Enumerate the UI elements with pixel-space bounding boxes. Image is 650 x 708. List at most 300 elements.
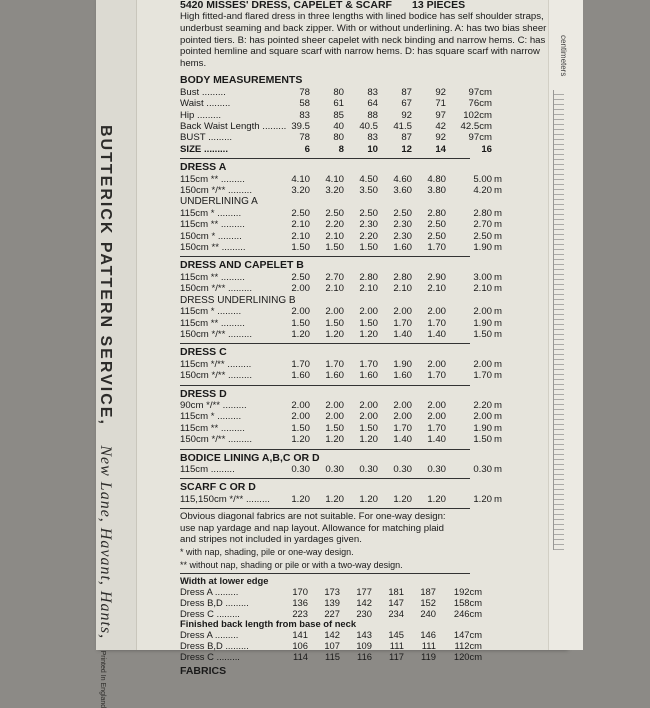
cell-value: 97 (435, 109, 446, 121)
cell-value: 2.00 (427, 399, 446, 411)
cell-value: 1.70 (473, 370, 492, 382)
cell-value: 14 (435, 143, 446, 155)
unit-label: m (494, 358, 502, 370)
unit-label: m (494, 434, 502, 446)
cell-value: 147 (388, 596, 404, 608)
row-label: Hip ......... (180, 109, 222, 121)
cell-value: 187 (420, 586, 436, 598)
measuring-ruler (553, 90, 564, 550)
row-label: Dress B,D ......... (180, 596, 249, 608)
table-row (180, 434, 548, 445)
table-row (180, 370, 548, 381)
cell-value: 143 (356, 629, 372, 641)
cell-value: 2.50 (473, 230, 492, 242)
cell-value: 92 (435, 86, 446, 98)
row-label: 150cm */** ......... (180, 283, 252, 295)
unit-label: m (494, 230, 502, 242)
cell-value: 42 (435, 121, 446, 132)
cell-value: 1.60 (393, 242, 412, 254)
cell-value: 2.10 (473, 283, 492, 295)
cell-value: 1.50 (359, 317, 378, 329)
cell-value: 5.00 (473, 173, 492, 185)
cell-value: 152 (420, 596, 436, 608)
cell-value: 246cm (453, 607, 482, 619)
cell-value: 1.20 (393, 493, 412, 505)
bust-row (180, 132, 548, 143)
yardage-section-title: DRESS D (180, 387, 227, 400)
yardage-section-title: DRESS AND CAPELET B (180, 259, 304, 272)
size-row (180, 144, 548, 155)
cell-value: 0.30 (427, 463, 446, 475)
cell-value: 119 (421, 650, 436, 662)
spine-printed: Printed In England (99, 650, 106, 708)
cell-value: 1.20 (325, 493, 344, 505)
cell-value: 2.70 (325, 271, 344, 283)
table-row (180, 400, 548, 411)
cell-value: 2.00 (393, 399, 412, 411)
cell-value: 2.00 (291, 283, 310, 295)
cell-value: 227 (324, 607, 340, 619)
cell-value: 2.00 (325, 306, 344, 318)
table-row (180, 87, 548, 98)
cell-value: 1.50 (359, 242, 378, 254)
unit-label: m (494, 370, 502, 382)
divider (180, 573, 470, 574)
cell-value: 1.50 (325, 422, 344, 434)
cell-value: 2.10 (325, 230, 344, 242)
cell-value: 1.20 (359, 328, 378, 340)
cell-value: 92 (435, 132, 446, 144)
cell-value: 1.90 (393, 358, 412, 370)
cell-value: 2.10 (393, 283, 412, 295)
cell-value: 2.50 (291, 207, 310, 219)
cell-value: 1.50 (291, 317, 310, 329)
cell-value: 139 (324, 596, 340, 608)
unit-label: m (494, 219, 502, 231)
table-row (180, 208, 548, 219)
unit-label: m (494, 306, 502, 318)
cell-value: 1.20 (291, 328, 310, 340)
cell-value: 1.70 (359, 358, 378, 370)
divider (180, 449, 470, 450)
row-label: Back Waist Length ......... (180, 121, 287, 132)
cell-value: 1.50 (359, 422, 378, 434)
cell-value: 2.00 (291, 411, 310, 423)
cell-value: 2.20 (325, 219, 344, 231)
row-label: 115cm */** ......... (180, 358, 252, 370)
cell-value: 2.10 (325, 283, 344, 295)
cell-value: 3.60 (393, 185, 412, 197)
table-row (180, 121, 548, 132)
cell-value: 158cm (453, 596, 482, 608)
cell-value: 1.70 (393, 422, 412, 434)
cell-value: 3.50 (359, 185, 378, 197)
cell-value: 2.00 (325, 411, 344, 423)
cell-value: 2.00 (473, 306, 492, 318)
table-row (180, 652, 548, 663)
row-label: 150cm */** ......... (180, 328, 252, 340)
cell-value: 83 (367, 86, 378, 98)
cell-value: 85 (333, 109, 344, 121)
cell-value: 0.30 (291, 463, 310, 475)
row-label: 115cm ......... (180, 463, 235, 475)
yardage-section-title: DRESS UNDERLINING B (180, 294, 296, 306)
cell-value: 2.10 (291, 230, 310, 242)
row-label: 115cm * ......... (180, 411, 242, 423)
cell-value: 1.20 (427, 493, 446, 505)
yardage-section-title: SCARF C OR D (180, 481, 256, 494)
cell-value: 181 (388, 586, 404, 598)
row-label: Dress A ......... (180, 586, 239, 598)
cell-value: 177 (356, 586, 372, 598)
cell-value: 1.90 (473, 422, 492, 434)
table-row (180, 641, 548, 652)
cell-value: 1.40 (393, 434, 412, 446)
cell-value: 61 (333, 98, 344, 110)
cell-value: 71 (435, 98, 446, 110)
cell-value: 2.00 (291, 399, 310, 411)
cell-value: 41.5 (393, 121, 412, 132)
cell-value: 1.70 (393, 317, 412, 329)
cell-value: 1.70 (325, 358, 344, 370)
cell-value: 1.70 (291, 358, 310, 370)
divider (180, 385, 470, 386)
cell-value: 4.60 (393, 173, 412, 185)
row-label: 90cm */** ......... (180, 399, 247, 411)
cell-value: 2.00 (427, 411, 446, 423)
cell-value: 83 (367, 132, 378, 144)
cell-value: 2.00 (427, 358, 446, 370)
cell-value: 114 (293, 650, 308, 662)
cell-value: 146 (420, 629, 436, 641)
unit-label: m (494, 317, 502, 329)
cell-value: 1.60 (291, 370, 310, 382)
cell-value: 3.20 (291, 185, 310, 197)
cell-value: 1.20 (325, 434, 344, 446)
cell-value: 107 (324, 640, 340, 651)
cell-value: 2.10 (291, 219, 310, 231)
cell-value: 106 (292, 640, 308, 651)
cell-value: 10 (367, 143, 378, 155)
cell-value: 4.50 (359, 173, 378, 185)
cell-value: 2.50 (427, 219, 446, 231)
fabrics-heading: FABRICS (180, 664, 227, 677)
cell-value: 1.50 (473, 434, 492, 446)
cell-value: 2.80 (393, 271, 412, 283)
cell-value: 2.00 (393, 411, 412, 423)
cell-value: 2.80 (473, 207, 492, 219)
cell-value: 147cm (453, 629, 482, 641)
table-row (180, 110, 548, 121)
cell-value: 3.20 (325, 185, 344, 197)
table-row (180, 272, 548, 283)
yardage-table (180, 158, 548, 505)
cell-value: 6 (304, 143, 310, 155)
cell-value: 230 (356, 607, 372, 619)
cell-value: 2.50 (291, 271, 310, 283)
cell-value: 223 (292, 607, 308, 619)
table-row (180, 283, 548, 294)
cell-value: 1.70 (427, 317, 446, 329)
row-label: BUST ......... (180, 132, 233, 144)
row-label: 115cm ** ......... (180, 317, 245, 329)
row-label: 115cm * ......... (180, 207, 242, 219)
row-label: Dress A ......... (180, 629, 239, 641)
table-row (180, 411, 548, 422)
table-row (180, 231, 548, 242)
cell-value: 117 (389, 650, 404, 662)
cell-value: 83 (299, 109, 310, 121)
table-row (180, 185, 548, 196)
cell-value: 136 (292, 596, 308, 608)
cell-value: 2.00 (473, 411, 492, 423)
cell-value: 42.5cm (460, 121, 492, 132)
cell-value: 4.80 (427, 173, 446, 185)
table-row (180, 318, 548, 329)
unit-label: m (494, 422, 502, 434)
cell-value: 4.10 (291, 173, 310, 185)
cell-value: 1.20 (291, 434, 310, 446)
cell-value: 2.00 (291, 306, 310, 318)
unit-label: m (494, 283, 502, 295)
cell-value: 142 (324, 629, 340, 641)
cell-value: 87 (401, 132, 412, 144)
cell-value: 3.80 (427, 185, 446, 197)
cell-value: 12 (401, 143, 412, 155)
row-label: Dress B,D ......... (180, 640, 249, 651)
yardage-section-title: DRESS A (180, 161, 227, 174)
row-label: 150cm ** ......... (180, 242, 246, 254)
cell-value: 1.60 (325, 370, 344, 382)
cell-value: 1.20 (359, 434, 378, 446)
cell-value: 78 (299, 86, 310, 98)
cell-value: 1.20 (325, 328, 344, 340)
spine-place: New Lane, Havant, Hants, (97, 445, 114, 640)
cell-value: 115 (325, 650, 340, 662)
cell-value: 2.50 (427, 230, 446, 242)
cell-value: 97cm (468, 86, 492, 98)
cell-value: 78 (299, 132, 310, 144)
cell-value: 1.50 (291, 242, 310, 254)
cell-value: 2.10 (427, 283, 446, 295)
cell-value: 111 (421, 640, 436, 651)
cell-value: 2.30 (393, 230, 412, 242)
cell-value: 2.10 (359, 283, 378, 295)
cell-value: 1.50 (291, 422, 310, 434)
cell-value: 2.20 (473, 399, 492, 411)
cell-value: 102cm (463, 109, 492, 121)
cell-value: 2.80 (427, 207, 446, 219)
cell-value: 2.80 (359, 271, 378, 283)
cell-value: 1.20 (359, 493, 378, 505)
cell-value: 16 (481, 143, 492, 155)
cell-value: 1.40 (393, 328, 412, 340)
row-label: 150cm */** ......... (180, 434, 252, 446)
row-label: 150cm * ......... (180, 230, 242, 242)
divider (180, 508, 470, 509)
ruler-label: centimeters (559, 35, 568, 77)
row-label: 115cm ** ......... (180, 422, 245, 434)
cell-value: 76cm (468, 98, 492, 110)
cell-value: 1.60 (359, 370, 378, 382)
nap-note: * with nap, shading, pile or one-way design. (180, 547, 354, 558)
table-row (180, 174, 548, 185)
table-row (180, 464, 548, 475)
pattern-header (180, 0, 548, 11)
cell-value: 40 (333, 121, 344, 132)
row-label: Waist ......... (180, 98, 231, 110)
table-row (180, 359, 548, 370)
cell-value: 170 (292, 586, 308, 598)
divider (180, 343, 470, 344)
pattern-info (180, 0, 548, 677)
body-measurements-table (180, 87, 548, 155)
cell-value: 2.00 (359, 399, 378, 411)
cell-value: 1.40 (427, 434, 446, 446)
cell-value: 87 (401, 86, 412, 98)
row-label: SIZE ......... (180, 143, 228, 155)
finished-section-title: Width at lower edge (180, 575, 269, 587)
table-row (180, 494, 548, 505)
row-label: 115cm ** ......... (180, 271, 245, 283)
cell-value: 64 (367, 98, 378, 110)
cell-value: 2.70 (473, 219, 492, 231)
cell-value: 2.50 (325, 207, 344, 219)
cell-value: 2.50 (359, 207, 378, 219)
cell-value: 0.30 (473, 463, 492, 475)
cell-value: 192cm (453, 586, 482, 598)
cell-value: 2.90 (427, 271, 446, 283)
cell-value: 1.40 (427, 328, 446, 340)
row-label: 150cm */** ......... (180, 185, 252, 197)
cell-value: 2.00 (393, 306, 412, 318)
cell-value: 1.70 (427, 242, 446, 254)
unit-label: m (494, 328, 502, 340)
cell-value: 8 (338, 143, 344, 155)
row-label: 115,150cm */** ......... (180, 493, 270, 505)
yardage-section-title: BODICE LINING A,B,C OR D (180, 451, 320, 464)
fabric-note: Obvious diagonal fabrics are not suitable. For one-way design: use nap yardage and nap layout. Allowance for matching plaid and stripes not included in yardages given. (180, 511, 446, 545)
cell-value: 142 (356, 596, 372, 608)
cell-value: 80 (333, 132, 344, 144)
cell-value: 1.90 (473, 242, 492, 254)
cell-value: 112cm (454, 640, 482, 651)
cell-value: 234 (388, 607, 404, 619)
cell-value: 2.00 (359, 306, 378, 318)
cell-value: 2.50 (393, 207, 412, 219)
pattern-description: High fitted-and flared dress in three lengths with lined bodice has self shoulder straps, underbust seaming and back zipper. With or without underlining. A: has two bias sheer pointed tiers. B: has pointed sheer capelet with neck binding and narrow hems. C: has pointed hemline and square scarf with narrow hems. D: has square scarf with narrow hems. (180, 11, 547, 69)
without-nap-note: ** without nap, shading or pile or with a two-way design. (180, 559, 403, 570)
cell-value: 145 (388, 629, 404, 641)
cell-value: 1.20 (291, 493, 310, 505)
cell-value: 2.00 (325, 399, 344, 411)
cell-value: 1.70 (427, 422, 446, 434)
finished-section-title: Finished back length from base of neck (180, 618, 357, 630)
row-label: 115cm ** ......... (180, 219, 245, 231)
row-label: 115cm ** ......... (180, 173, 245, 185)
table-row (180, 98, 548, 109)
cell-value: 116 (357, 650, 372, 662)
table-row (180, 306, 548, 317)
cell-value: 1.70 (427, 370, 446, 382)
pattern-pieces: 13 PIECES (412, 0, 466, 11)
table-row (180, 598, 548, 609)
cell-value: 2.00 (473, 358, 492, 370)
cell-value: 120cm (453, 650, 482, 662)
cell-value: 39.5 (291, 121, 310, 132)
cell-value: 1.50 (325, 317, 344, 329)
yardage-section-title: DRESS C (180, 346, 227, 359)
cell-value: 111 (389, 640, 404, 651)
cell-value: 1.20 (473, 493, 492, 505)
unit-label: m (494, 185, 502, 197)
cell-value: 1.90 (473, 317, 492, 329)
cell-value: 92 (401, 109, 412, 121)
cell-value: 240 (420, 607, 436, 619)
divider (180, 478, 470, 479)
cell-value: 0.30 (393, 463, 412, 475)
pattern-title: 5420 MISSES' DRESS, CAPELET & SCARF (180, 0, 392, 11)
cell-value: 3.00 (473, 271, 492, 283)
cell-value: 141 (292, 629, 308, 641)
cell-value: 80 (333, 86, 344, 98)
cell-value: 173 (324, 586, 340, 598)
unit-label: m (494, 493, 502, 505)
unit-label: m (494, 271, 502, 283)
spine-brand: BUTTERICK PATTERN SERVICE, (97, 125, 114, 426)
row-label: Dress C ......... (180, 607, 240, 619)
table-row (180, 329, 548, 340)
cell-value: 1.50 (325, 242, 344, 254)
unit-label: m (494, 399, 502, 411)
unit-label: m (494, 463, 502, 475)
cell-value: 2.30 (393, 219, 412, 231)
table-row (180, 219, 548, 230)
yardage-section-title: UNDERLINING A (180, 196, 258, 208)
unit-label: m (494, 242, 502, 254)
cell-value: 1.50 (473, 328, 492, 340)
cell-value: 109 (356, 640, 372, 651)
body-measurements-title: BODY MEASUREMENTS (180, 74, 303, 87)
row-label: Dress C ......... (180, 650, 240, 662)
divider (180, 158, 470, 159)
table-row (180, 242, 548, 253)
cell-value: 67 (401, 98, 412, 110)
unit-label: m (494, 173, 502, 185)
cell-value: 40.5 (359, 121, 378, 132)
cell-value: 2.30 (359, 219, 378, 231)
cell-value: 4.20 (473, 185, 492, 197)
cell-value: 88 (367, 109, 378, 121)
cell-value: 1.60 (393, 370, 412, 382)
row-label: Bust ......... (180, 86, 226, 98)
unit-label: m (494, 207, 502, 219)
cell-value: 58 (299, 98, 310, 110)
cell-value: 4.10 (325, 173, 344, 185)
cell-value: 2.00 (427, 306, 446, 318)
cell-value: 0.30 (359, 463, 378, 475)
spine-label (96, 125, 114, 708)
cell-value: 2.20 (359, 230, 378, 242)
divider (180, 256, 470, 257)
unit-label: m (494, 411, 502, 423)
cell-value: 2.00 (359, 411, 378, 423)
cell-value: 97cm (468, 132, 492, 144)
table-row (180, 423, 548, 434)
row-label: 115cm * ......... (180, 306, 242, 318)
cell-value: 0.30 (325, 463, 344, 475)
row-label: 150cm */** ......... (180, 370, 252, 382)
